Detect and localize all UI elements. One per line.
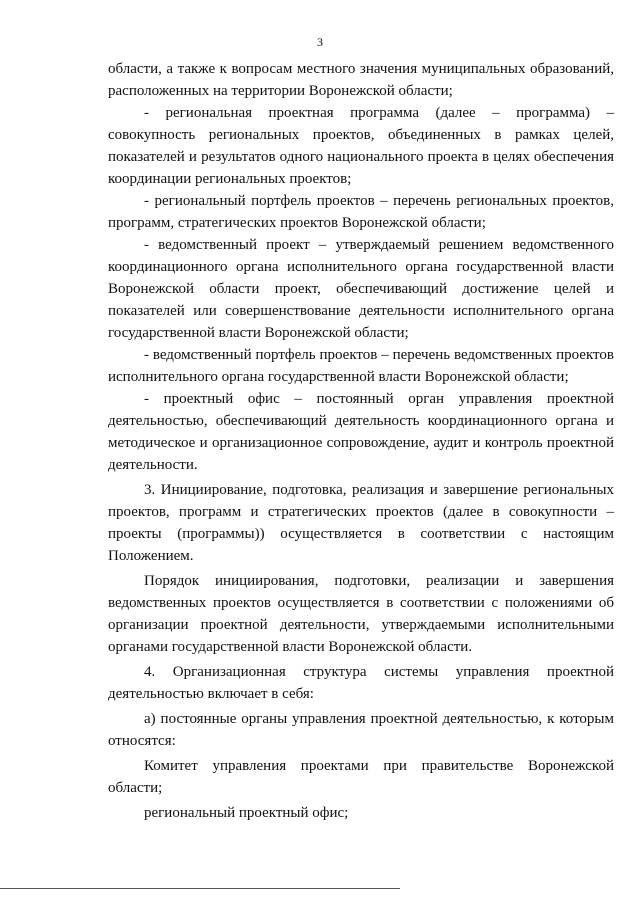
paragraph: Комитет управления проектами при правительстве Воронежской области; [108,758,614,796]
page-number: 3 [317,35,323,49]
paragraph: 4. Организационная структура системы управления проектной деятельностью включает в себя: [108,664,614,702]
paragraph: Порядок инициирования, подготовки, реализации и завершения ведомственных проектов осуществляется в соответствии с положениями об организации проектной деятельности, утверждаемыми исполнительными органами государственной власти Воронежской области. [108,573,614,655]
paragraph: - региональный портфель проектов – перечень региональных проектов, программ, стратегических проектов Воронежской области; [108,193,614,231]
paragraph: а) постоянные органы управления проектной деятельностью, к которым относятся: [108,711,614,749]
paragraph: - ведомственный портфель проектов – перечень ведомственных проектов исполнительного органа государственной власти Воронежской области; [108,347,614,385]
paragraph: 3. Инициирование, подготовка, реализация и завершение региональных проектов, программ и стратегических проектов (далее в совокупности – проекты (программы)) осуществляется в соответствии с настоящим Положением. [108,482,614,564]
paragraph: области, а также к вопросам местного значения муниципальных образований, расположенных на территории Воронежской области; [108,61,614,99]
page-bottom-rule [0,888,400,889]
paragraph: - ведомственный проект – утверждаемый решением ведомственного координационного органа исполнительного органа государственной власти Воронежской области проект, обеспечивающий достижение целей и показателей или совершенствование деятельности исполнительного органа государственной власти Воронежской области; [108,237,614,341]
paragraph: - проектный офис – постоянный орган управления проектной деятельностью, обеспечивающий деятельность координационного органа и методическое и организационное сопровождение, аудит и контроль проектной деятельности. [108,391,614,473]
paragraph: - региональная проектная программа (далее – программа) – совокупность региональных проектов, объединенных в рамках целей, показателей и результатов одного национального проекта в целях обеспечения координации региональных проектов; [108,105,614,187]
document-body [108,58,614,824]
paragraph: региональный проектный офис; [144,805,349,821]
